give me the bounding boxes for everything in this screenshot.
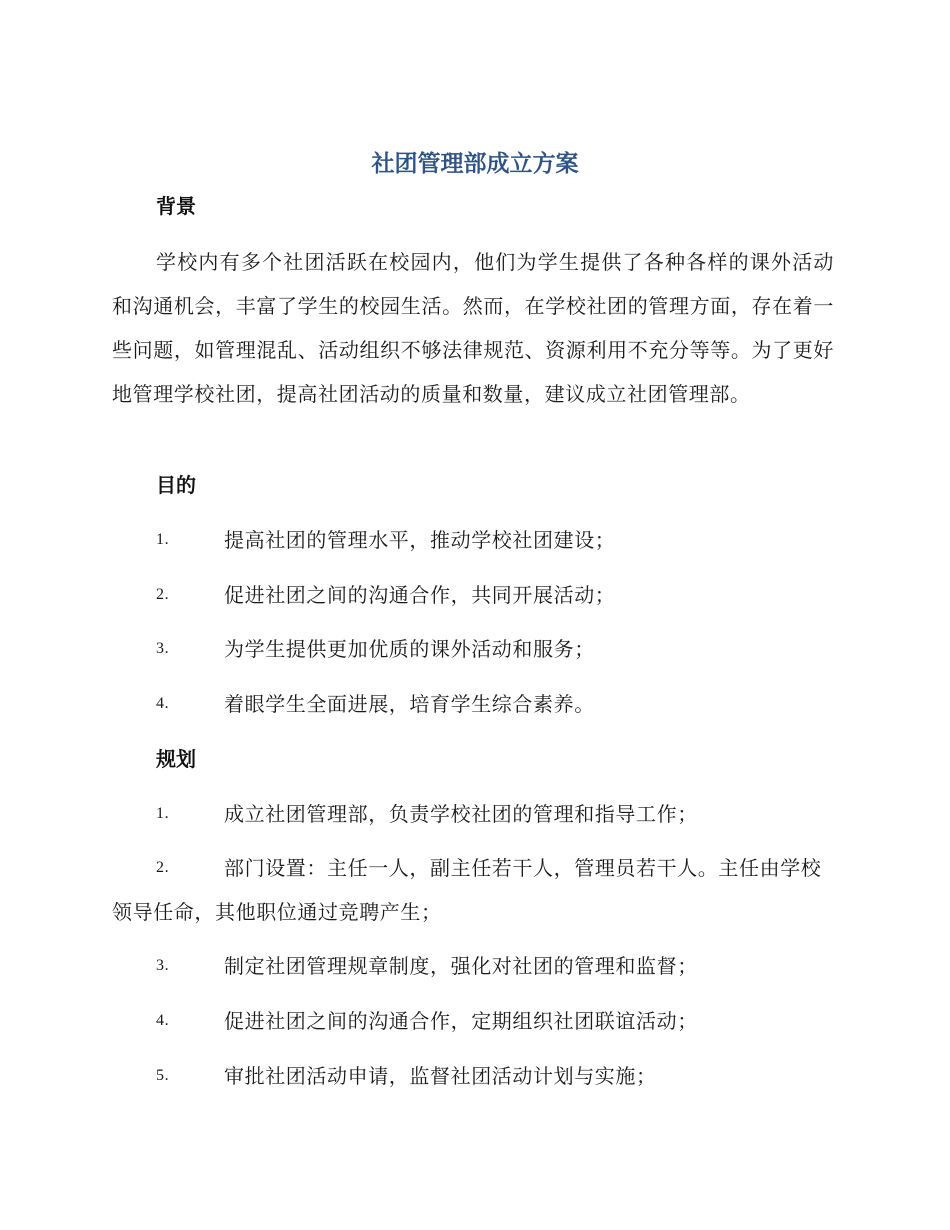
purpose-list-item: [112, 682, 834, 726]
list-text: 制定社团管理规章制度，强化对社团的管理和监督；: [224, 954, 698, 978]
list-text: 促进社团之间的沟通合作，共同开展活动；: [224, 583, 616, 607]
purpose-list-item: [112, 518, 834, 562]
list-text: 成立社团管理部，负责学校社团的管理和指导工作；: [224, 802, 698, 826]
purpose-list-item: [112, 573, 834, 617]
plan-list-item: [112, 1054, 834, 1098]
list-text: 促进社团之间的沟通合作，定期组织社团联谊活动；: [224, 1009, 698, 1033]
plan-list-item: [112, 846, 834, 934]
list-number: 2.: [156, 859, 170, 876]
list-text: 着眼学生全面进展，培育学生综合素养。: [224, 692, 595, 716]
plan-list-item: [112, 944, 834, 988]
list-number: 2.: [156, 586, 170, 603]
section-heading-plan: 规划: [156, 747, 196, 771]
list-text: 为学生提供更加优质的课外活动和服务；: [224, 637, 595, 661]
list-number: 1.: [156, 531, 170, 548]
list-number: 5.: [156, 1067, 170, 1084]
list-number: 4.: [156, 695, 170, 712]
list-number: 4.: [156, 1012, 170, 1029]
plan-list-item: [112, 792, 834, 836]
list-number: 1.: [156, 805, 170, 822]
list-number: 3.: [156, 640, 170, 657]
purpose-list-item: [112, 627, 834, 671]
list-text: 提高社团的管理水平，推动学校社团建设；: [224, 528, 616, 552]
document-title: 社团管理部成立方案: [371, 151, 579, 177]
plan-list-item: [112, 999, 834, 1043]
list-number: 3.: [156, 957, 170, 974]
section-heading-background: 背景: [156, 194, 196, 218]
list-text: 审批社团活动申请，监督社团活动计划与实施；: [224, 1064, 657, 1088]
background-paragraph: 学校内有多个社团活跃在校园内，他们为学生提供了各种各样的课外活动和沟通机会，丰富了学生的校园生活。然而，在学校社团的管理方面，存在着一些问题，如管理混乱、活动组织不够法律规范、资源利用不充分等等。为了更好地管理学校社团，提高社团活动的质量和数量，建议成立社团管理部。: [112, 250, 834, 406]
section-heading-purpose: 目的: [156, 473, 196, 497]
list-text: 部门设置：主任一人，副主任若干人，管理员若干人。主任由学校领导任命，其他职位通过竞聘产生；: [112, 856, 822, 924]
